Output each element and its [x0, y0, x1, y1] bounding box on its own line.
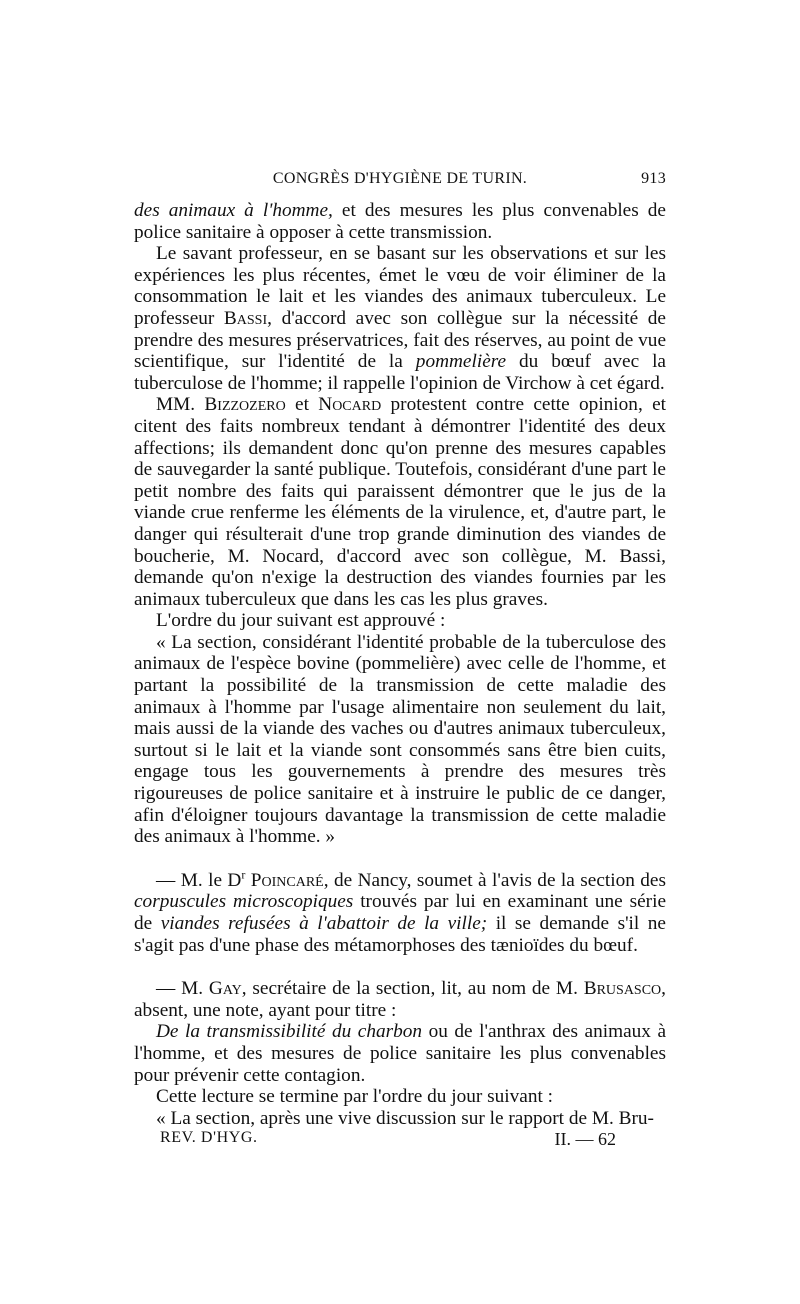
p1-italic: des animaux à l'homme,: [134, 200, 333, 221]
p6-text-i: il se demande s'il ne s'agit pas d'une phase des métamorphoses des tænioïdes du bœuf.: [134, 913, 666, 956]
paragraph-6: [134, 867, 666, 956]
p2-text-e: du bœuf avec la tuberculose de l'homme; il rappelle l'opinion de Virchow à cet égard.: [134, 351, 666, 394]
page-footer: [134, 1129, 666, 1153]
p8-text-b: ou de l'anthrax des animaux à l'homme, et des mesures de police sanitaire les plus convenables pour prévenir cette contagion.: [134, 1021, 667, 1086]
p6-text-a: — M. le D: [156, 869, 242, 891]
p7-text-a: — M.: [156, 978, 209, 1000]
paragraph-5-resolution: « La section, considérant l'identité probable de la tuberculose des animaux de l'espèce bovine (pommelière) avec celle de l'homme, et partant la possibilité de la transmission de cette maladie des animaux à l'homme par l'usage alimentaire non seulement du lait, mais aussi de la viande des vaches ou d'autres animaux tuberculeux, surtout si le lait et la viande sont consommés sans être bien cuits, engage tous les gouvernements à prendre des mesures très rigoureuses de police sanitaire et à instruire le public de ce danger, afin d'éloigner toujours davantage la transmission de cette maladie des animaux à l'homme. »: [134, 631, 666, 848]
p3-text-e: protestent contre cette opinion, et citent des faits nombreux tendant à démontrer l'identité des deux affections; ils demandent donc qu'on prenne des mesures capables de sauvegarder la santé publique. Toutefois, considérant d'une part le petit nombre des faits qui paraissent démontrer que le jus de la viande crue renferme les éléments de la virulence, et, d'autre part, le danger qui résulterait d'une trop grande diminution des viandes de boucherie, M. Nocard, d'accord avec son collègue, M. Bassi, demande qu'on n'exige la destruction des viandes fournies par les animaux tuberculeux que dans les cas les plus graves.: [134, 394, 666, 610]
paragraph-4: L'ordre du jour suivant est approuvé :: [156, 610, 446, 632]
p3-text-a: MM.: [156, 394, 205, 416]
sheet-number: II. — 62: [554, 1129, 616, 1150]
p6-text-e: , de Nancy, soumet à l'avis de la section des: [323, 869, 666, 891]
section-gap: [134, 956, 666, 978]
running-head: [134, 170, 666, 194]
p2-text-a: Le savant professeur, en se basant sur les observations et sur les expériences les plus récentes, émet le vœu de voir éliminer de la consommation le lait et les viandes des animaux tuberculeux. Le professeur: [134, 243, 666, 329]
name-bassi: Bassi: [223, 307, 268, 329]
term-pommeliere: pommelière: [415, 351, 507, 373]
paragraph-9: Cette lecture se termine par l'ordre du jour suivant :: [156, 1086, 553, 1108]
name-nocard: Nocard: [318, 394, 382, 416]
term-viandes-refusees: viandes refusées à l'abattoir de la ville;: [160, 913, 488, 934]
name-poincare: Poincaré: [250, 869, 324, 891]
note-title: De la transmissibilité du charbon: [156, 1021, 423, 1043]
name-bizzozero: Bizzozero: [204, 394, 286, 416]
printer-signature: REV. D'HYG.: [160, 1129, 258, 1147]
p2-text-c: , d'accord avec son collègue sur la nécessité de prendre des mesures préservatrices, fait des réserves, au point de vue scientifique, sur l'identité de la: [134, 307, 666, 373]
paragraph-2: [134, 243, 666, 394]
page: [134, 170, 666, 1153]
paragraph-8: [134, 1021, 666, 1086]
p7-text-e: , absent, une note, ayant pour titre :: [134, 978, 666, 1021]
p6-superscript: r: [241, 867, 246, 882]
p6-text-g: trouvés par lui en examinant une série de: [134, 891, 666, 934]
p7-text-c: , secrétaire de la section, lit, au nom de M.: [241, 978, 584, 1000]
running-title: CONGRÈS D'HYGIÈNE DE TURIN.: [272, 170, 528, 187]
body-text: [134, 200, 666, 1129]
section-gap: [134, 848, 666, 870]
term-corpuscules: corpuscules microscopiques: [134, 891, 354, 913]
page-number: 913: [641, 170, 666, 187]
paragraph-7: [134, 978, 666, 1021]
paragraph-3: [134, 394, 666, 610]
p1-text: et des mesures les plus convenables de police sanitaire à opposer à cette transmission.: [134, 200, 666, 243]
p3-text-c: et: [285, 394, 319, 416]
paragraph-10: « La section, après une vive discussion sur le rapport de M. Bru-: [156, 1107, 654, 1129]
name-brusasco: Brusasco: [583, 978, 662, 1000]
name-gay: Gay: [208, 978, 242, 1000]
paragraph-1: [134, 200, 666, 243]
